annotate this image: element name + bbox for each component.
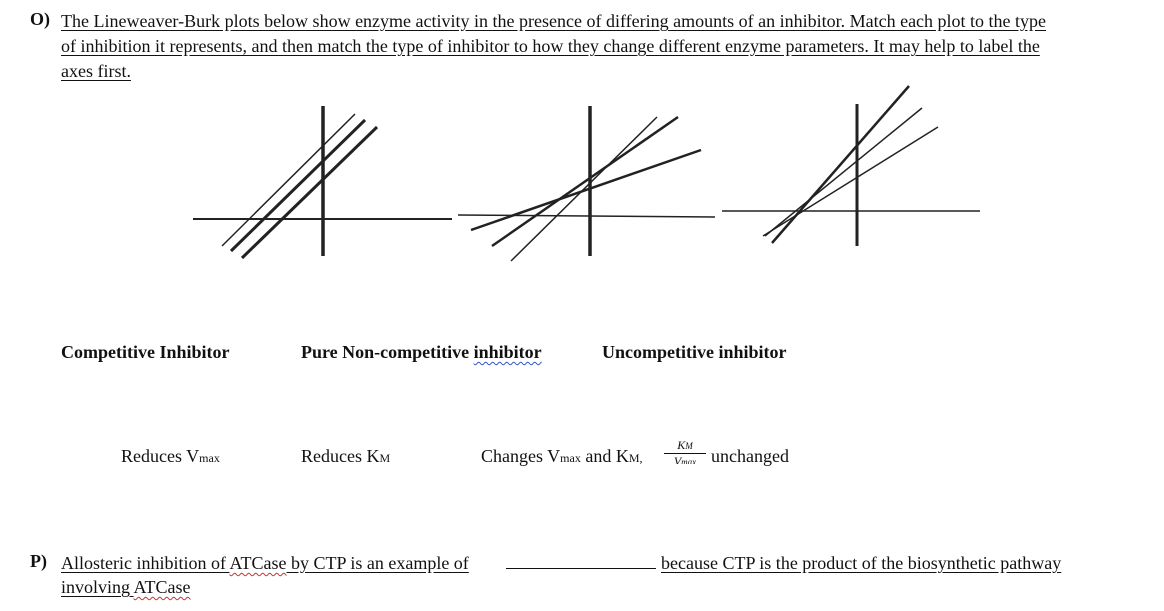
label-competitive-inhibitor: Competitive Inhibitor (61, 342, 230, 362)
option-reduces-vmax (121, 446, 220, 467)
question-p-line-1 (61, 551, 469, 576)
reduces-vmax-text: Reduces V (121, 446, 200, 466)
question-o-line-1: The Lineweaver-Burk plots below show enzyme activity in the presence of differing amounts of an inhibitor. Match each plot to the type (61, 11, 1047, 31)
question-o-line-2: of inhibition it represents, and then match the type of inhibitor to how they change different enzyme parameters. It may help to label the (61, 36, 1040, 56)
question-p-line-2-atcase: ATCase (133, 577, 191, 597)
fraction-denominator: Vmax (673, 454, 697, 464)
plot-2-line-b (492, 117, 678, 246)
plot-1-line-a (222, 114, 355, 246)
plot-3-intersect-x-axis (722, 86, 980, 246)
plot-2-line-a (511, 117, 657, 261)
plot-1-line-c (242, 127, 377, 258)
question-p-line-2-prefix: involving (61, 577, 134, 597)
question-p-part-3: because CTP is the product of the biosynthetic pathway (661, 553, 1062, 573)
answer-blank[interactable] (506, 568, 656, 569)
reduces-km-text: Reduces K (301, 446, 380, 466)
question-p-line-2 (61, 575, 191, 600)
changes-sub-2: M, (628, 451, 643, 465)
changes-sub-1: max (560, 451, 581, 465)
plot-2-x-axis (458, 215, 715, 217)
question-p-label: P) (30, 551, 47, 571)
option-unchanged: unchanged (711, 446, 789, 466)
plot-3-line-a (772, 86, 909, 243)
plot-3-line-b (765, 108, 922, 236)
question-p-part-1: Allosteric inhibition of (61, 553, 230, 573)
question-p-part-2: by CTP is an example of (286, 553, 469, 573)
plot-3-line-c (763, 127, 938, 236)
question-o-line-3: axes first. (61, 61, 131, 81)
pure-noncompetitive-word: inhibitor (473, 342, 542, 362)
reduces-vmax-sub: max (199, 451, 220, 465)
fraction-numerator: KM (664, 438, 706, 454)
question-o-label: O) (30, 9, 50, 29)
question-p-atcase: ATCase (229, 553, 287, 573)
pure-noncompetitive-prefix: Pure Non-competitive (301, 342, 470, 362)
plot-2-line-c (471, 150, 701, 230)
plot-1-line-b (231, 120, 365, 251)
changes-mid: and K (580, 446, 629, 466)
fraction-km-over-vmax (664, 438, 706, 464)
label-uncompetitive-inhibitor: Uncompetitive inhibitor (602, 342, 787, 362)
changes-text: Changes V (481, 446, 561, 466)
plot-2-intersect-y-axis (458, 106, 715, 261)
reduces-km-sub: M (379, 451, 391, 465)
label-pure-noncompetitive-inhibitor (301, 342, 542, 363)
option-changes-vmax-km (481, 446, 643, 467)
option-reduces-km (301, 446, 390, 467)
plot-1-parallel-lines (193, 106, 452, 258)
